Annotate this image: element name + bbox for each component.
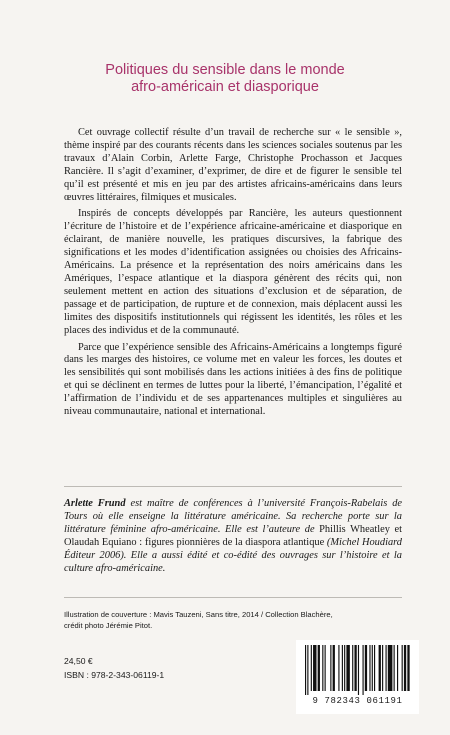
- summary-paragraph-2: Inspirés de concepts développés par Rancière, les auteurs questionnent l’écriture de l’histoire et de l’expérience africaine-américaine et diasporique en éclairant, de manière nouvelle, les pratiques discursives, la fabrique des significations et les modes d’identification assignées ou choisies des Africains-Américains. La présence et la représentation des noirs américains dans les Amériques, l’espace atlantique et la diaspora génèrent des récits qui, non seulement mettent en action des situations d’exclusion et de séparation, de passage et de participation, de rupture et de connexion, mais déplacent aussi les limites des dispositifs institutionnels qui régissent les identités, les rôles et les places des individus et de la communauté.: [64, 208, 402, 336]
- barcode: [296, 640, 419, 714]
- barcode-bar: [407, 645, 409, 691]
- summary-paragraph-3: Parce que l’expérience sensible des Africains-Américains a longtemps figuré dans les marges des histoires, ce volume met en valeur les forces, les doutes et les sensibilités qui sont mobilisés dans les actions initiées à des fins de politique et qui se déclinent en termes de luttes pour la liberté, l’émancipation, l’égalité et l’affirmation de l’individu et de ses appartenances multiples et singulières au niveau communautaire, national et international.: [64, 341, 402, 418]
- cover-credit: [64, 610, 404, 631]
- barcode-bar: [333, 645, 335, 691]
- cover-credit-line-2: crédit photo Jérémie Pitot.: [64, 620, 153, 630]
- barcode-bar: [342, 645, 343, 691]
- barcode-bar: [369, 645, 370, 691]
- barcode-bars: [302, 645, 413, 695]
- barcode-bar: [402, 645, 403, 691]
- author-bio: [64, 498, 402, 575]
- barcode-bar: [388, 645, 393, 691]
- barcode-bar: [386, 645, 387, 691]
- isbn: ISBN : 978-2-343-06119-1: [64, 669, 165, 680]
- barcode-bar: [352, 645, 353, 691]
- book-title-line-2: afro-américain et diasporique: [131, 79, 319, 95]
- barcode-bar: [338, 645, 339, 691]
- author-bio-text-1: est maître de conférences à l’université François-Rabelais de Tours où elle enseigne la littérature américaine. Sa recherche porte sur la littérature féminine afro-américaine. Elle est l’auteure de: [64, 498, 402, 535]
- barcode-bar: [346, 645, 349, 691]
- barcode-bar: [344, 645, 345, 691]
- back-cover-summary: [64, 127, 402, 423]
- price-block: [64, 655, 164, 682]
- book-title: [0, 62, 450, 96]
- summary-paragraph-1: Cet ouvrage collectif résulte d’un travail de recherche sur « le sensible », thème inspiré par des courants récents dans les sciences sociales soutenus par les travaux d’Alain Corbin, Arlette Farge, Christophe Prochasson et Jacques Rancière. Il s’agit d’examiner, d’exprimer, de dire et de figurer le sensible tel qu’il est présenté et mis en jeu par des artistes africains-américains dans leurs œuvres littéraires, filmiques et musicales.: [64, 127, 402, 203]
- barcode-bar: [313, 645, 316, 691]
- barcode-bar: [311, 645, 312, 691]
- divider-bottom: [64, 597, 402, 598]
- author-name: Arlette Frund: [64, 498, 126, 509]
- price: 24,50 €: [64, 656, 93, 666]
- barcode-bar: [363, 645, 364, 695]
- barcode-bar: [372, 645, 373, 691]
- barcode-bar: [330, 645, 331, 691]
- barcode-bar: [354, 645, 356, 691]
- barcode-number: 9 782343 061191: [312, 696, 403, 706]
- divider-top: [64, 486, 402, 487]
- barcode-bar: [307, 645, 308, 695]
- barcode-bar: [325, 645, 326, 691]
- author-bio-text-2: (Michel Houdiard Éditeur 2006). Elle a aussi édité et co-édité des ouvrages sur l’histoire et la culture afro-américaine.: [64, 536, 403, 574]
- barcode-bar: [305, 645, 306, 695]
- cover-credit-line-1: Illustration de couverture : Mavis Tauzeni, Sans titre, 2014 / Collection Blachère,: [64, 610, 333, 619]
- book-title-line-1: Politiques du sensible dans le monde: [105, 62, 345, 78]
- author-book-title: Phillis Wheatley et Olaudah Equiano : figures pionnières de la diaspora atlantique: [64, 523, 402, 548]
- barcode-bar: [365, 645, 367, 691]
- barcode-bar: [382, 645, 383, 691]
- barcode-bar: [322, 645, 323, 691]
- barcode-bar: [358, 645, 359, 695]
- barcode-bar: [397, 645, 398, 691]
- barcode-bar: [404, 645, 406, 691]
- barcode-bar: [394, 645, 395, 691]
- barcode-bar: [318, 645, 320, 691]
- barcode-bar: [374, 645, 375, 691]
- barcode-bar: [379, 645, 381, 691]
